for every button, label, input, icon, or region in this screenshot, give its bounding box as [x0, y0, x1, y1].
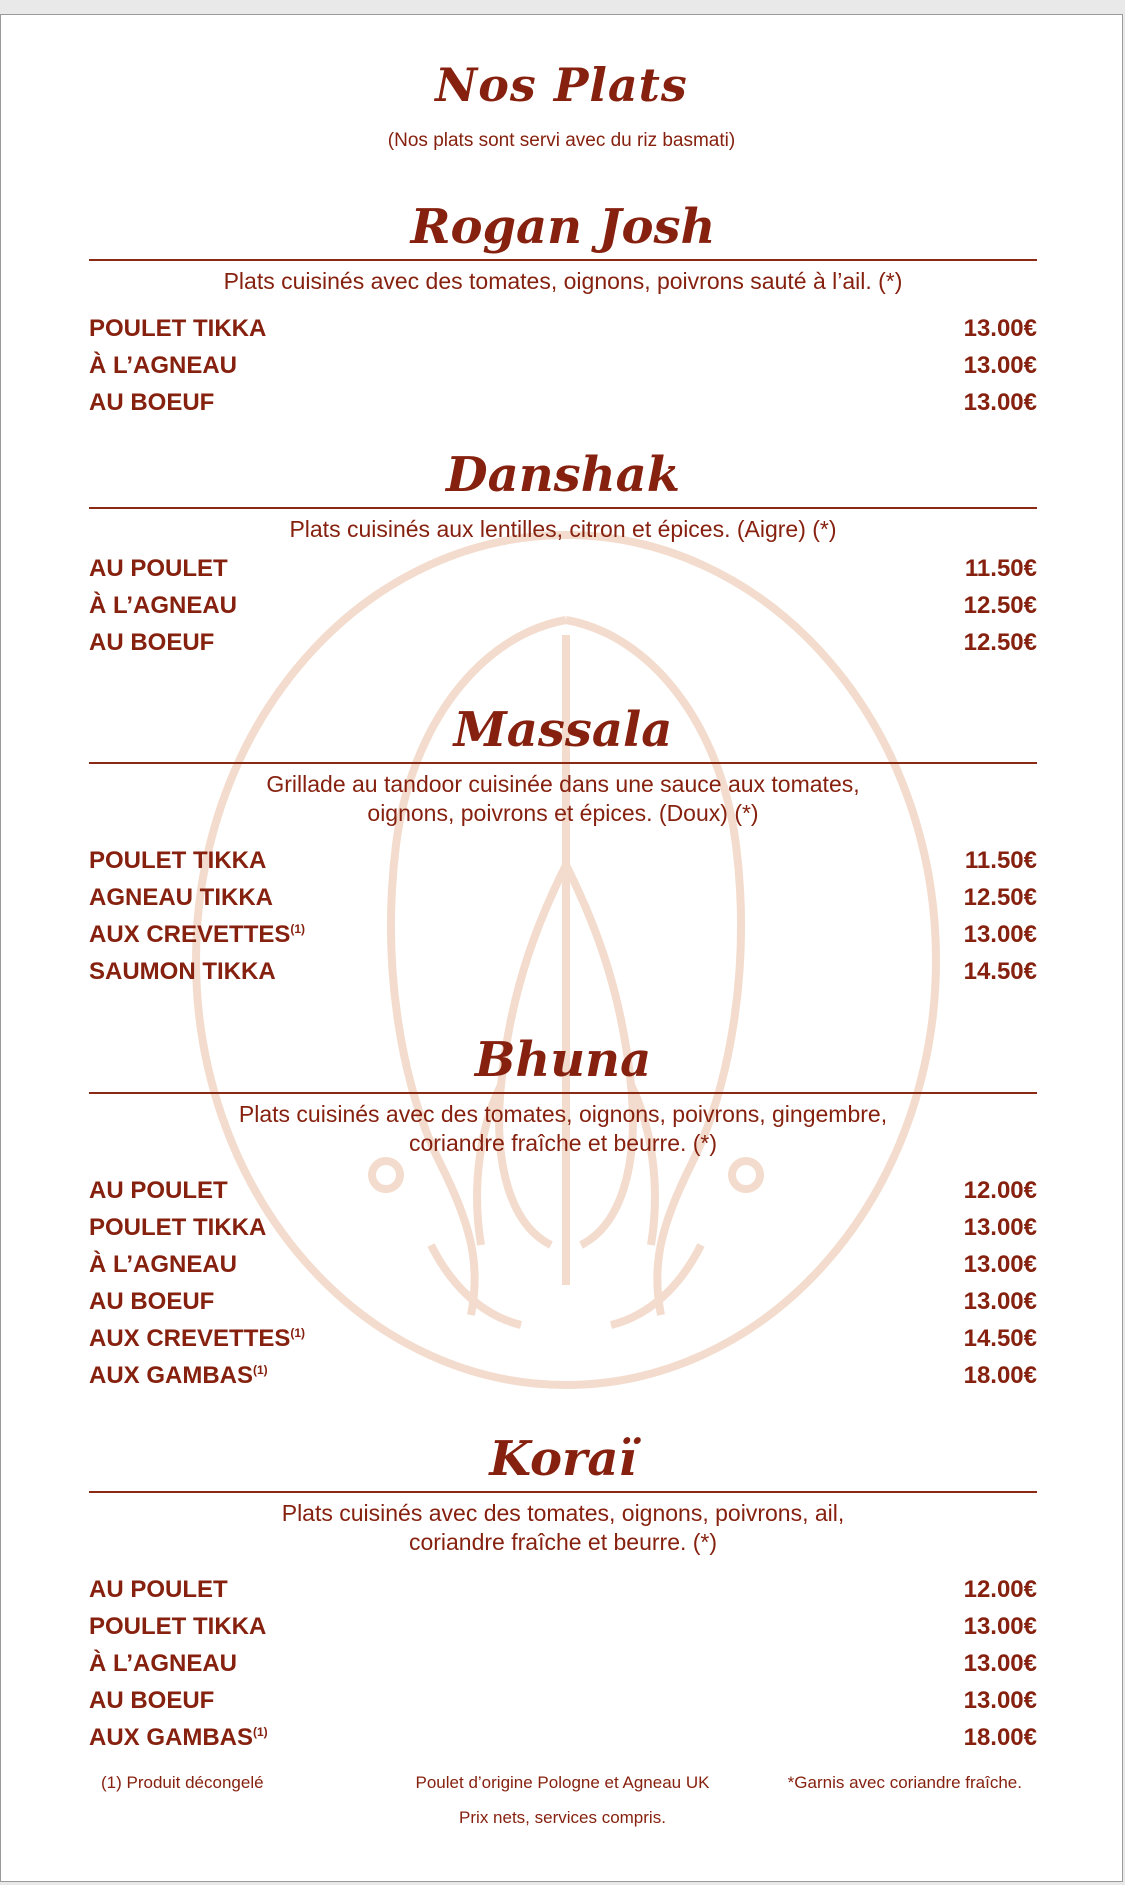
- menu-page: [0, 14, 1123, 1882]
- section-title: Rogan Josh: [410, 199, 716, 255]
- dish-name: AU BOEUF: [89, 1687, 215, 1714]
- dish-row: [89, 1283, 1037, 1320]
- dish-list: [89, 550, 1037, 661]
- dish-row: [89, 347, 1037, 384]
- dish-price: 13.00€: [963, 1650, 1037, 1677]
- dish-name: AU BOEUF: [89, 389, 215, 416]
- dish-name: POULET TIKKA: [89, 847, 267, 874]
- dish-row: [89, 384, 1037, 421]
- dish-price: 14.50€: [963, 1325, 1037, 1352]
- dish-price: 18.00€: [963, 1724, 1037, 1751]
- dish-name: POULET TIKKA: [89, 1214, 267, 1241]
- dish-price: 12.00€: [963, 1576, 1037, 1603]
- section-description: Plats cuisinés avec des tomates, oignons, poivrons, gingembre, coriandre fraîche et beurre. (*): [238, 1101, 888, 1156]
- dish-price: 13.00€: [963, 921, 1037, 948]
- section-description: Plats cuisinés aux lentilles, citron et épices. (Aigre) (*): [289, 516, 837, 542]
- dish-price: 13.00€: [963, 1288, 1037, 1315]
- dish-row: [89, 953, 1037, 990]
- dish-name: AGNEAU TIKKA: [89, 884, 273, 911]
- section-divider: [89, 762, 1037, 764]
- dish-row: [89, 1320, 1037, 1357]
- section-rogan-josh: [89, 197, 1037, 421]
- origin-footnote: Poulet d’origine Pologne et Agneau UK: [415, 1773, 710, 1792]
- dish-price: 13.00€: [963, 1687, 1037, 1714]
- dish-row: [89, 1645, 1037, 1682]
- section-divider: [89, 259, 1037, 261]
- dish-list: [89, 310, 1037, 421]
- dish-row: [89, 624, 1037, 661]
- section-title: Danshak: [446, 447, 680, 503]
- section-divider: [89, 1092, 1037, 1094]
- dish-row: [89, 1608, 1037, 1645]
- dish-price: 14.50€: [963, 958, 1037, 985]
- section-description: Plats cuisinés avec des tomates, oignons, poivrons, ail, coriandre fraîche et beurre. (*): [281, 1500, 845, 1555]
- dish-row: [89, 1719, 1037, 1756]
- dish-name: AU POULET: [89, 1177, 228, 1204]
- dish-price: 13.00€: [963, 1613, 1037, 1640]
- dish-row: [89, 1172, 1037, 1209]
- dish-name: AUX CREVETTES$^{(1)}$: [89, 921, 306, 948]
- garnish-footnote: *Garnis avec coriandre fraîche.: [787, 1773, 1022, 1792]
- dish-price: 11.50€: [964, 847, 1037, 874]
- prices-footnote: Prix nets, services compris.: [459, 1808, 666, 1827]
- dish-row: [89, 310, 1037, 347]
- section-description: Plats cuisinés avec des tomates, oignons, poivrons sauté à l’ail. (*): [223, 268, 903, 294]
- dish-row: [89, 1357, 1037, 1394]
- dish-name: AUX CREVETTES$^{(1)}$: [89, 1325, 306, 1352]
- dish-name: AUX GAMBAS$^{(1)}$: [89, 1362, 268, 1389]
- dish-price: 13.00€: [963, 1251, 1037, 1278]
- dish-row: [89, 879, 1037, 916]
- section-title: Koraï: [489, 1431, 637, 1487]
- dish-name: AU BOEUF: [89, 629, 215, 656]
- dish-price: 12.00€: [963, 1177, 1037, 1204]
- dish-list: [89, 842, 1037, 990]
- dish-price: 12.50€: [963, 629, 1037, 656]
- dish-row: [89, 1571, 1037, 1608]
- section-description: Grillade au tandoor cuisinée dans une sauce aux tomates, oignons, poivrons et épices. (Doux) (*): [266, 771, 860, 826]
- dish-price: 13.00€: [963, 1214, 1037, 1241]
- dish-name: AU POULET: [89, 555, 228, 582]
- dish-row: [89, 550, 1037, 587]
- dish-name: AU BOEUF: [89, 1288, 215, 1315]
- dish-name: AU POULET: [89, 1576, 228, 1603]
- page-subtitle: (Nos plats sont servi avec du riz basmati): [387, 130, 736, 151]
- section-bhuna: [89, 1030, 1037, 1394]
- dish-price: 12.50€: [963, 592, 1037, 619]
- dish-name: À L’AGNEAU: [89, 1650, 238, 1677]
- dish-name: POULET TIKKA: [89, 315, 267, 342]
- dish-row: [89, 587, 1037, 624]
- dish-list: [89, 1571, 1037, 1756]
- dish-row: [89, 842, 1037, 879]
- dish-name: SAUMON TIKKA: [89, 958, 276, 985]
- dish-list: [89, 1172, 1037, 1394]
- dish-row: [89, 1246, 1037, 1283]
- section-title: Massala: [453, 702, 673, 758]
- dish-row: [89, 1682, 1037, 1719]
- dish-name: À L’AGNEAU: [89, 1251, 238, 1278]
- section-divider: [89, 507, 1037, 509]
- dish-row: [89, 916, 1037, 953]
- dish-name: À L’AGNEAU: [89, 592, 238, 619]
- dish-price: 11.50€: [964, 555, 1037, 582]
- dish-price: 13.00€: [963, 352, 1037, 379]
- dish-name: POULET TIKKA: [89, 1613, 267, 1640]
- frozen-footnote: (1) Produit décongelé: [101, 1773, 264, 1792]
- dish-price: 13.00€: [963, 315, 1037, 342]
- dish-name: À L’AGNEAU: [89, 352, 238, 379]
- menu-content: [1, 15, 1122, 1881]
- page-title: Nos Plats: [435, 58, 688, 112]
- section-danshak: [89, 445, 1037, 661]
- section-divider: [89, 1491, 1037, 1493]
- dish-price: 18.00€: [963, 1362, 1037, 1389]
- dish-price: 13.00€: [963, 389, 1037, 416]
- section-title: Bhuna: [474, 1032, 652, 1088]
- dish-price: 12.50€: [963, 884, 1037, 911]
- section-massala: [89, 700, 1037, 990]
- dish-name: AUX GAMBAS$^{(1)}$: [89, 1724, 268, 1751]
- section-korai: [89, 1429, 1037, 1756]
- dish-row: [89, 1209, 1037, 1246]
